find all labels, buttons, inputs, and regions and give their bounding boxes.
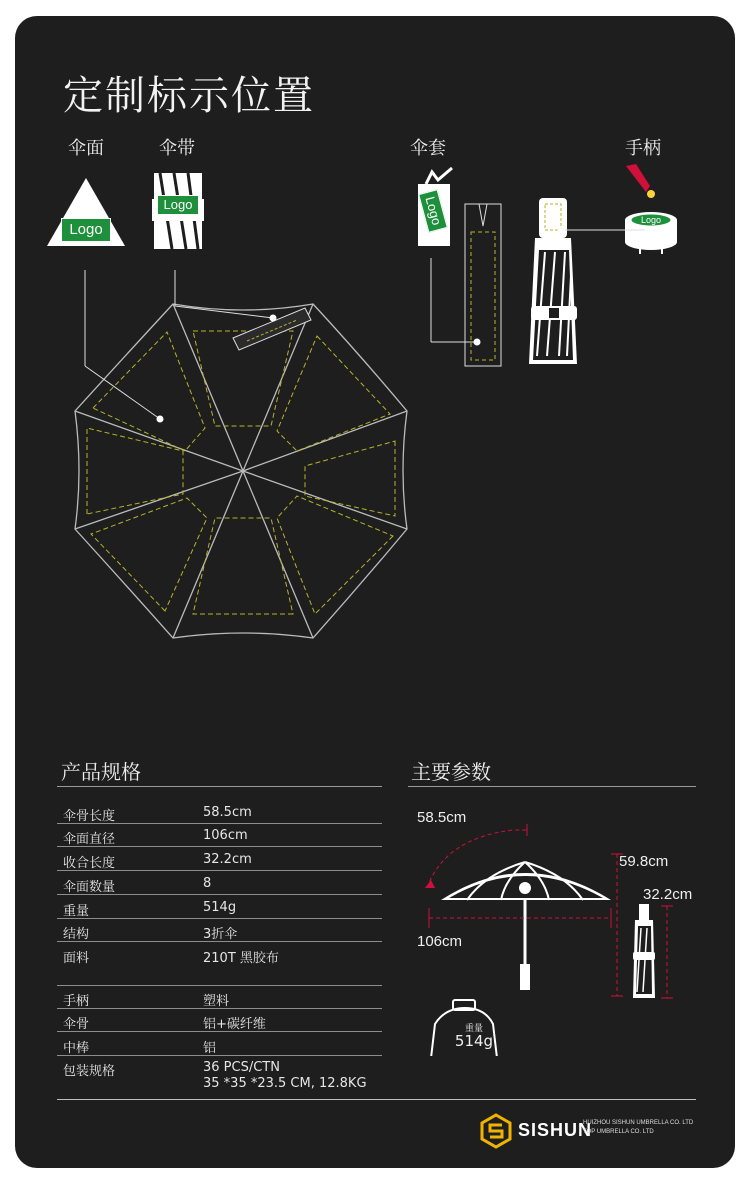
dimension-diagram [405,796,725,1056]
label-strap: 伞带 [159,138,195,159]
spec-row: 中棒 铝 [57,1033,382,1056]
brand-line-2: TOP UMBRELLA CO. LTD [583,1129,654,1135]
sleeve-logo-badge: Logo [418,189,448,233]
spec-row: 伞面数量 8 [57,872,382,895]
specs-heading: 产品规格 [61,760,141,784]
spec-row: 包装规格 36 PCS/CTN 35 *35 *23.5 CM, 12.8KG [63,1060,367,1091]
spec-row: 手柄 塑料 [57,986,382,1009]
params-divider [408,786,696,787]
params-heading: 主要参数 [411,760,491,784]
specs-divider [57,786,382,787]
weight-label: 重量 [464,1024,483,1034]
spec-row: 面料 210T 黑胶布 [57,943,382,986]
footer-divider [57,1099,696,1100]
folded-length-label: 32.2cm [643,886,693,903]
rib-length-label: 58.5cm [417,809,467,826]
product-card [15,16,735,1168]
spec-row: 收合长度 32.2cm [57,848,382,871]
brand-line-1: HUIZHOU SISHUN UMBRELLA CO. LTD [583,1120,694,1126]
umbrella-top-view [15,246,455,706]
sleeve-and-folded-umbrella [415,196,735,396]
spec-row: 伞面直径 106cm [57,824,382,847]
open-height-label: 59.8cm [619,853,669,870]
diameter-label: 106cm [417,933,463,950]
spec-row: 伞骨 铝+碳纤维 [57,1009,382,1032]
page-title: 定制标示位置 [63,73,315,119]
spec-row: 伞骨长度 58.5cm [57,801,382,824]
sishun-logo-icon [478,1113,514,1149]
label-sleeve: 伞套 [410,138,446,159]
strap-logo-badge: Logo [157,195,199,215]
label-handle: 手柄 [625,138,661,159]
spec-row: 结构 3折伞 [57,919,382,942]
handle-logo-text: Logo [640,215,662,225]
spec-row: 重量 514g [57,896,382,919]
weight-value: 514g [454,1032,494,1050]
canopy-logo-badge: Logo [61,218,111,242]
label-canopy: 伞面 [68,138,104,159]
brand-name: SISHUN [518,1120,593,1140]
